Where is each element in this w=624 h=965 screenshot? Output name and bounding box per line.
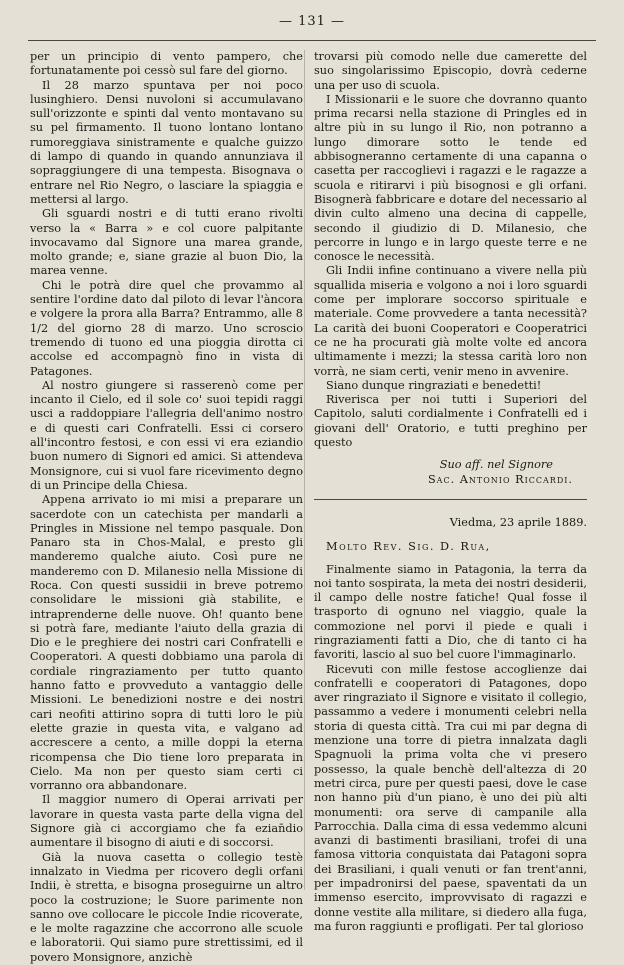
signature-name: Sac. Antonio Riccardi. bbox=[427, 472, 573, 486]
page-number: — 131 — bbox=[278, 14, 346, 29]
paragraph: Il 28 marzo spuntava per noi poco lusinghiero. Densi nuvoloni si accumulavano sull'orizzonte e spinti dal vento montavano su su pel firmamento. Il tuono lontano lontano rumoreggiava sinistramente e qualche guizzo di lampo di quando in quando annunziava il sopraggiungere di una tempesta. Bisognava o entrare nel Rio Negro, o lasciare la spiaggia e mettersi al largo. bbox=[30, 78, 303, 206]
column-divider bbox=[304, 50, 305, 890]
paragraph: Gli Indii infine continuano a vivere nella più squallida miseria e volgono a noi i loro sguardi come per implorare soccorso spirituale e materiale. Come provvedere a tanta necessità? La carità dei buoni Cooperatori e Cooperatrici ce ne ha procurati già molte volte ed ancora ultimamente i mezzi; la stessa carità loro non vorrà, ne siam certi, venir meno in avvenire. bbox=[314, 264, 587, 378]
letter-dateline: Viedma, 23 aprile 1889. bbox=[449, 515, 587, 529]
paragraph: Chi le potrà dire quel che provammo al sentire l'ordine dato dal piloto di levar l'àncora e volgere la prora alla Barra? Entrammo, alle 8 1/2 del giorno 28 di marzo. Uno scroscio tremendo di tuono ed una pioggia dirotta ci accolse ed accompagnò fino in vista di Patagones. bbox=[30, 278, 303, 378]
paragraph: Al nostro giungere si rasserenò come per incanto il Cielo, ed il sole co' suoi tepidi raggi usci a raddoppiare l'allegria dell'animo nostro e di questi cari Confratelli. Essi ci corsero all'incontro festosi, e con essi vi era eziandio buon numero di Signori ed amici. Si attendeva Monsignore, cui si vuol fare ricevimento degno di un Principe della Chiesa. bbox=[30, 378, 303, 492]
paragraph: Appena arrivato io mi misi a preparare un sacerdote con un catechista per mandarli a Pringles in Missione nel tempo pasquale. Don Panaro sta in Chos-Malal, e presto gli manderemo qualche aiuto. Così pure ne manderemo con D. Milanesio nella Missione di Roca. Con questi sussidii in breve potremo consolidare le missioni già stabilite, e intraprenderne delle nuove. Oh! quanto bene si potrà fare, mediante l'aiuto della grazia di Dio e le preghiere dei nostri cari Confratelli e Cooperatori. A questi dobbiamo una parola di cordiale ringraziamento per tutto quanto hanno fatto e provveduto a vantaggio delle Missioni. Le benedizioni nostre e dei nostri cari neofiti attirino sopra di tutti loro le più elette grazie in questa vita, e valgano ad accrescere a cento, a mille doppi la eterna ricompensa che Dio tiene loro preparata in Cielo. Ma non per questo siam certi ci vorranno ora abbandonare. bbox=[30, 493, 303, 793]
paragraph: I Missionarii e le suore che dovranno quanto prima recarsi nella stazione di Pringles ed in altre più in su lungo il Rio, non potranno a lungo dimorare sotto le tende ed abbisogneranno certamente di una capanna o casetta per raccoglievi i ragazzi e le ragazze a scuola e ritirarvi i più bisognosi e gli orfani. Bisognerà fabbricare e dotare del necessario al divin culto almeno una decina di cappelle, secondo il giudizio di D. Milanesio, che percorre in lungo e in largo queste terre e ne conosce le necessità. bbox=[314, 92, 587, 264]
header-rule bbox=[28, 40, 596, 41]
left-column bbox=[30, 50, 303, 965]
signature-closing: Suo aff. nel Signore bbox=[439, 458, 553, 472]
paragraph: Finalmente siamo in Patagonia, la terra da noi tanto sospirata, la meta dei nostri desiderii, il campo delle nostre fatiche! Qual fosse il trasporto di ognuno nel viaggio, quale la commozione nel porvi il piede e quali i ringraziamenti fatti a Dio, che di tanto ci ha favoriti, lascio al suo bel cuore l'immaginarlo. bbox=[314, 562, 587, 662]
paragraph: Ricevuti con mille festose accoglienze dai confratelli e cooperatori di Patagones, dopo aver ringraziato il Signore e visitato il collegio, passammo a vedere i monumenti celebri nella storia di questa città. Tra cui mi par degna di menzione una torre di pietra innalzata dagli Spagnuoli la prima volta che vi presero possesso, la quale benchè dell'altezza di 20 metri circa, pure per questi paesi, dove le case non hanno più d'un piano, è uno dei più alti monumenti: ora serve di campanile alla Parrocchia. Dalla cima di essa vedemmo alcuni avanzi di bastimenti brasiliani, trofei di una famosa vittoria conquistata dai Patagoni sopra dei Brasiliani, i quali venuti or fan trent'anni, per impadronirsi del paese, spaventati da un immenso esercito, improvvisato di ragazzi e donne vestite alla militare, si diedero alla fuga, ma furon raggiunti e profligati. Per tal glorioso bbox=[314, 662, 587, 933]
paragraph: Riverisca per noi tutti i Superiori del Capitolo, saluti cordialmente i Confratelli ed i giovani dell' Oratorio, e tutti preghino per questo bbox=[314, 393, 587, 450]
paragraph: Siano dunque ringraziati e benedetti! bbox=[326, 378, 542, 392]
paragraph: Già la nuova casetta o collegio testè innalzato in Viedma per ricovero degli orfani Indii, è stretta, e bisogna proseguirne un altro poco la costruzione; le Suore parimente non sanno ove collocare le piccole Indie ricoverate, e le molte ragazzine che accorrono alle scuole e laboratorii. Qui siamo pure strettissimi, ed il povero Monsignore, anzichè bbox=[30, 850, 303, 964]
paragraph: Gli sguardi nostri e di tutti erano rivolti verso la « Barra » e col cuore palpitante invocavamo dal Signore una marea grande, molto grande; e, siane grazie al buon Dio, la marea venne. bbox=[30, 207, 303, 278]
paragraph: per un principio di vento pampero, che fortunatamente poi cessò sul fare del giorno. bbox=[30, 50, 303, 78]
letter-separator bbox=[314, 499, 587, 500]
paragraph: Il maggior numero di Operai arrivati per lavorare in questa vasta parte della vigna del Signore già ci accorgiamo che fa ezian̄dio aumentare il bisogno di aiuti e di soccorsi. bbox=[30, 793, 303, 850]
paragraph: trovarsi più comodo nelle due camerette del suo singolarissimo Episcopio, dovrà cederne una per uso di scuola. bbox=[314, 50, 587, 92]
right-column bbox=[314, 50, 587, 934]
letter-salutation: Molto Rev. Sig. D. Rua, bbox=[326, 540, 491, 554]
